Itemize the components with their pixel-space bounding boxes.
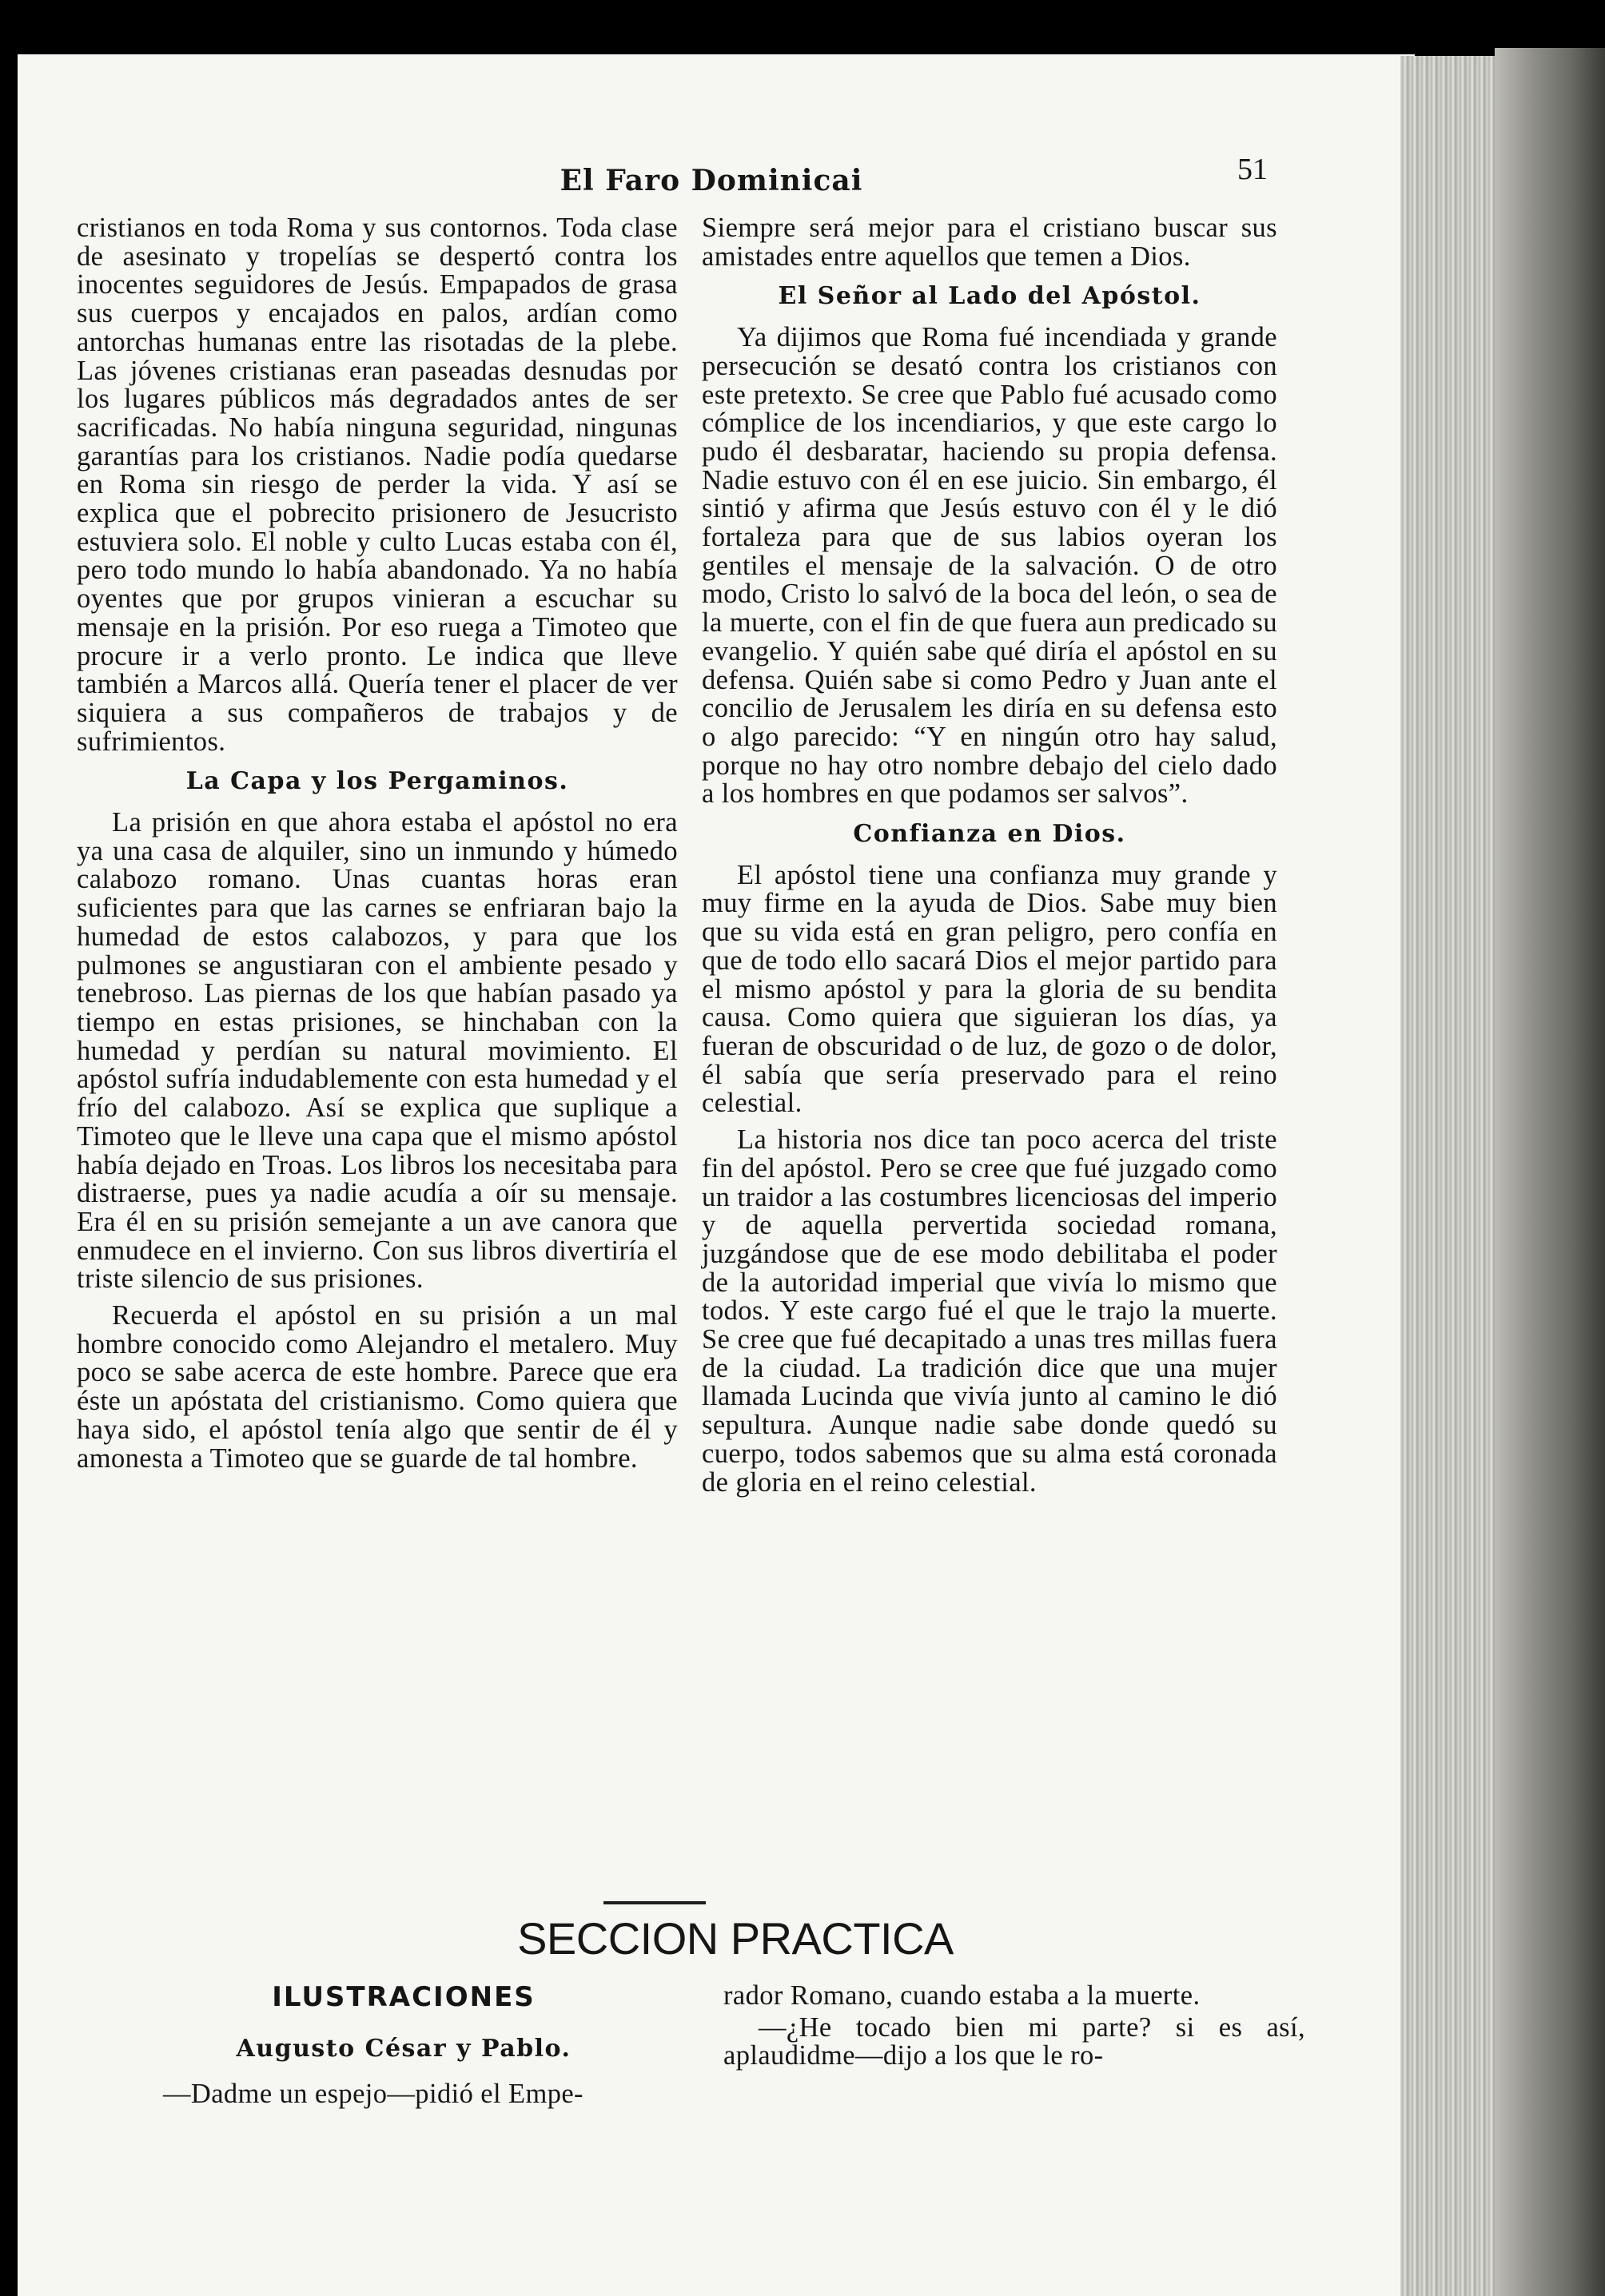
running-title: El Faro Dominicai [560,164,863,197]
section-title: SECCION PRACTICA [517,1913,954,1964]
subsection-title: ILUSTRACIONES [272,1981,536,2013]
page-edges [1400,56,1495,2296]
left-column [77,214,678,1473]
section-heading: El Señor al Lado del Apóstol. [778,282,1201,311]
paragraph: rador Romano, cuando estaba a la muerte. [723,1980,1201,2011]
book-binding [1495,48,1605,2296]
paragraph: Siempre será mejor para el cristiano buscar sus amistades entre aquellos que temen a Dios. [702,213,1277,272]
paragraph: La historia nos dice tan poco acerca del triste fin del apóstol. Pero se cree que fué juzgado como un traidor a las costumbres licenciosas del imperio y de aquella pervertida sociedad romana, juzgándose que de ese modo debilitaba el poder de la autoridad imperial que vivía lo mismo que todos. Y este cargo fué el que le trajo la muerte. Se cree que fué decapitado a unas tres millas fuera de la ciudad. La tradición dice que una mujer llamada Lucinda que vivía junto al camino le dió sepultura. Aunque nadie sabe donde quedó su cuerpo, todos sabemos que su alma está coronada de gloria en el reino celestial. [702,1124,1277,1498]
paragraph: Ya dijimos que Roma fué incendiada y grande persecución se desató contra los cristianos con este pretexto. Se cree que Pablo fué acusado como cómplice de los incendiarios, y que este cargo lo pudo él desbaratar, haciendo su propia defensa. Nadie estuvo con él en ese juicio. Sin embargo, él sintió y afirma que Jesús estuvo con él y le dió fortaleza para que de sus labios oyeran los gentiles el mensaje de la salvación. O de otro modo, Cristo lo salvó de la boca del león, o sea de la muerte, con el fin de que fuera aun predicado su evangelio. Y quién sabe qué diría el apóstol en su defensa. Quién sabe si como Pedro y Juan ante el concilio de Jerusalem les diría en su defensa esto o algo parecido: “Y en ningún otro hay salud, porque no hay otro nombre debajo del cielo dado a los hombres en que podamos ser salvos”. [702,322,1277,810]
right-column [702,214,1277,1497]
paragraph: La prisión en que ahora estaba el apóstol no era ya una casa de alquiler, sino un inmundo y húmedo calabozo romano. Unas cuantas horas eran suficientes para que las carnes se enfriaran bajo la humedad de estos calabozos, y para que los pulmones se angustiaran con el ambiente pesado y tenebroso. Las piernas de los que habían pasado ya tiempo en estas prisiones, se hinchaban con la humedad y perdían su natural movimiento. El apóstol sufría indudablemente con esta humedad y el frío del calabozo. Así se explica que suplique a Timoteo que le lleve una capa que el mismo apóstol había dejado en Troas. Los libros los necesitaba para distraerse, pues ya nadie acudía a oír su mensaje. Era él en su prisión semejante a un ave canora que enmudece en el invierno. Con sus libros divertiría el triste silencio de sus prisiones. [77,807,678,1295]
section-heading: Confianza en Dios. [853,820,1126,849]
paragraph: cristianos en toda Roma y sus contornos. Toda clase de asesinato y tropelías se despertó contra los inocentes seguidores de Jesús. Empapados de grasa sus cuerpos y encajados en palos, ardían como antorchas humanas entre las risotadas de la plebe. Las jóvenes cristianas eran paseadas desnudas por los lugares públicos más degradados antes de ser sacrificadas. No había ninguna seguridad, ningunas garantías para los cristianos. Nadie podía quedarse en Roma sin riesgo de perder la vida. Y así se explica que el pobrecito prisionero de Jesucristo estuviera solo. El noble y culto Lucas estaba con él, pero todo mundo lo había abandonado. Ya no había oyentes que por grupos vinieran a escuchar su mensaje en la prisión. Por eso ruega a Timoteo que procure ir a verlo pronto. Le indica que lleve también a Marcos allá. Quería tener el placer de ver siquiera a sus compañeros de trabajos y de sufrimientos. [77,213,678,757]
bottom-right-column [723,1982,1305,2071]
page-number: 51 [1237,153,1268,186]
paragraph: —¿He tocado bien mi parte? si es así, aplaudidme—dijo a los que le ro- [723,2011,1305,2071]
paragraph: Recuerda el apóstol en su prisión a un mal hombre conocido como Alejandro el metalero. Muy poco se sabe acerca de este hombre. Parece que era éste un apóstata del cristianismo. Como quiera que haya sido, el apóstol tenía algo que sentir de él y amonesta a Timoteo que se guarde de tal hombre. [77,1300,678,1474]
illustration-heading: Augusto César y Pablo. [236,2034,572,2063]
paragraph: —Dadme un espejo—pidió el Empe- [163,2079,583,2110]
bottom-left-column [128,1981,679,2110]
section-heading: La Capa y los Pergaminos. [185,767,569,796]
paragraph: El apóstol tiene una confianza muy grande y muy firme en la ayuda de Dios. Sabe muy bien que su vida está en gran peligro, pero confía en que de todo ello sacará Dios el mejor partido para el mismo apóstol y para la gloria de su bendita causa. Como quiera que siguieran los días, ya fueran de obscuridad o de luz, de gozo o de dolor, él sabía que sería preservado para el reino celestial. [702,859,1277,1119]
divider-rule [603,1901,706,1904]
